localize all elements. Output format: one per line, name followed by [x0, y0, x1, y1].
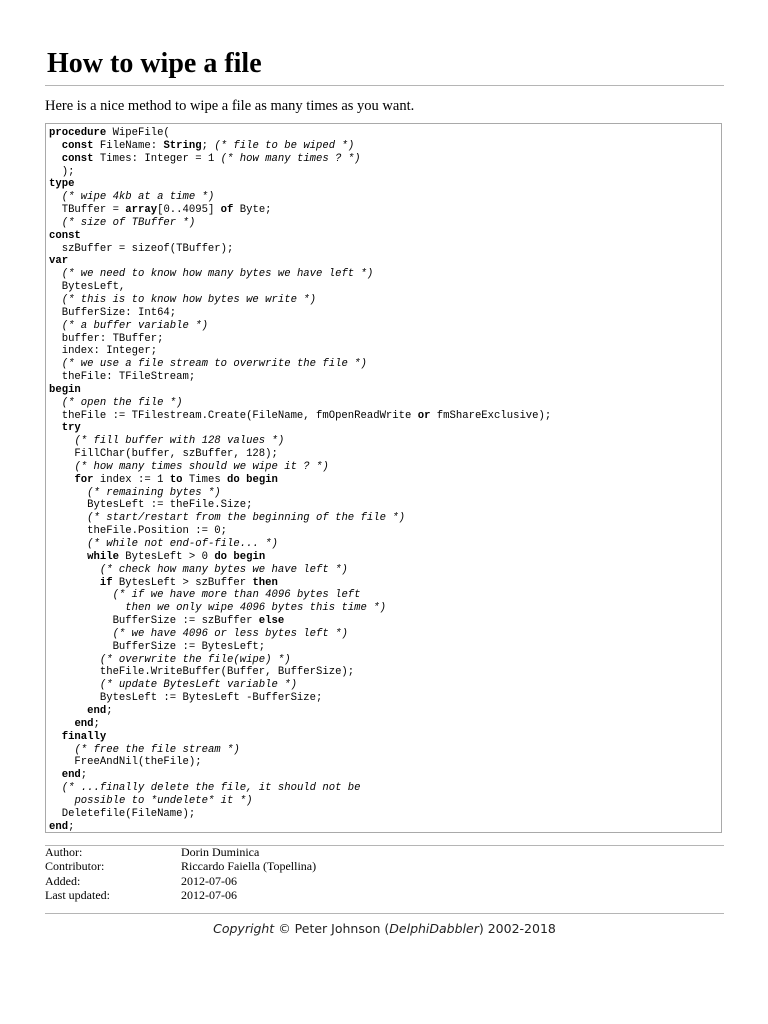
- code-line: [49, 294, 721, 307]
- code-line: [49, 371, 721, 384]
- code-line: [49, 166, 721, 179]
- code-text: ;: [68, 820, 75, 833]
- copyright-years: 2002-2018: [487, 921, 556, 936]
- code-text: [49, 564, 100, 576]
- code-comment: (* how many times should we wipe it ? *): [74, 460, 329, 473]
- code-line: [49, 397, 721, 410]
- code-line: [49, 384, 721, 397]
- code-line: [49, 307, 721, 320]
- code-text: Deletefile(FileName);: [49, 807, 196, 820]
- code-comment: then we only wipe 4096 bytes this time *): [125, 602, 386, 615]
- code-comment: (* update BytesLeft variable *): [99, 679, 297, 692]
- code-comment: possible to *undelete* it *): [74, 794, 253, 807]
- code-text: [49, 795, 74, 807]
- code-line: [49, 461, 721, 474]
- meta-row: [45, 859, 316, 873]
- code-comment: (* we have 4096 or less bytes left *): [112, 627, 348, 640]
- code-text: theFile.WriteBuffer(Buffer, BufferSize);: [49, 666, 355, 679]
- meta-label: Last updated:: [45, 887, 110, 902]
- code-text: Byte;: [233, 204, 272, 217]
- code-comment: (* this is to know how bytes we write *): [61, 293, 317, 306]
- code-text: BufferSize := BytesLeft;: [49, 640, 266, 653]
- code-keyword: of: [220, 204, 234, 217]
- code-comment: (* if we have more than 4096 bytes left: [112, 589, 361, 602]
- code-text: [49, 435, 74, 447]
- code-keyword: const: [49, 229, 81, 242]
- copyright-owner: Peter Johnson: [294, 921, 381, 936]
- code-keyword: const: [61, 139, 94, 152]
- code-text: szBuffer = sizeof(TBuffer);: [49, 242, 234, 255]
- code-comment: (* we use a file stream to overwrite the file *): [61, 358, 367, 371]
- code-line: [49, 731, 721, 744]
- code-text: [49, 744, 74, 756]
- code-line: [49, 654, 721, 667]
- code-text: index: Integer;: [49, 345, 158, 358]
- code-comment: (* free the file stream *): [74, 743, 240, 756]
- code-line: [49, 217, 721, 230]
- code-line: [49, 487, 721, 500]
- code-line: [49, 795, 721, 808]
- code-keyword: const: [61, 152, 94, 165]
- code-keyword: finally: [61, 730, 107, 743]
- code-text: [49, 320, 62, 332]
- code-text: [49, 731, 62, 743]
- code-text: [49, 628, 113, 640]
- code-text: index := 1: [93, 473, 170, 486]
- code-text: BytesLeft := BytesLeft -BufferSize;: [49, 692, 323, 705]
- code-text: FillChar(buffer, szBuffer, 128);: [49, 448, 278, 461]
- code-keyword: for: [74, 473, 94, 486]
- code-line: [49, 589, 721, 602]
- code-line: [49, 564, 721, 577]
- code-line: [49, 525, 721, 538]
- code-line: [49, 410, 721, 423]
- code-text: [49, 577, 100, 589]
- code-line: [49, 679, 721, 692]
- code-line: [49, 474, 721, 487]
- code-text: [49, 397, 62, 409]
- code-keyword: end: [74, 717, 94, 730]
- code-line: [49, 320, 721, 333]
- code-text: [49, 217, 62, 229]
- code-line: [49, 615, 721, 628]
- code-line: [49, 744, 721, 757]
- code-line: [49, 821, 721, 833]
- code-text: BytesLeft := theFile.Size;: [49, 499, 253, 512]
- meta-row: [45, 845, 316, 859]
- copyright-site: DelphiDabbler: [389, 921, 479, 936]
- code-keyword: end: [49, 820, 69, 833]
- meta-row: [45, 888, 316, 902]
- code-line: [49, 577, 721, 590]
- code-keyword: if: [99, 576, 113, 589]
- code-comment: (* open the file *): [61, 396, 183, 409]
- copyright-word: Copyright: [213, 921, 275, 936]
- code-line: [49, 230, 721, 243]
- code-line: [49, 448, 721, 461]
- code-text: theFile: TFileStream;: [49, 371, 196, 384]
- code-comment: (* start/restart from the beginning of the file *): [87, 512, 406, 525]
- code-comment: (* how many times ? *): [220, 152, 361, 165]
- code-text: [49, 474, 74, 486]
- code-keyword: type: [49, 178, 75, 191]
- code-text: [49, 268, 62, 280]
- code-text: ;: [80, 769, 88, 782]
- intro-text: Here is a nice method to wipe a file as many times as you want.: [45, 98, 415, 114]
- code-text: fmShareExclusive);: [430, 409, 552, 422]
- code-text: [49, 461, 74, 473]
- code-text: TBuffer =: [49, 204, 126, 217]
- code-text: WipeFile(: [106, 127, 170, 139]
- code-line: [49, 551, 721, 564]
- footer: Copyright © Peter Johnson (DelphiDabbler) 2002-2018: [213, 921, 556, 936]
- code-comment: (* while not end-of-file... *): [87, 538, 278, 550]
- meta-value: Dorin Duminica: [181, 845, 260, 859]
- code-text: ;: [201, 139, 215, 152]
- code-text: FileName:: [93, 139, 164, 152]
- code-text: ;: [106, 704, 113, 717]
- code-line: [49, 345, 721, 358]
- code-line: [49, 140, 721, 153]
- code-text: theFile := TFilestream.Create(FileName, fmOpenReadWrite: [49, 409, 418, 422]
- code-keyword: array: [125, 204, 158, 217]
- code-text: [49, 782, 62, 794]
- code-line: [49, 333, 721, 346]
- code-line: [49, 281, 721, 294]
- code-line: [49, 499, 721, 512]
- code-line: [49, 782, 721, 795]
- code-keyword: else: [258, 615, 285, 628]
- code-text: BytesLeft,: [49, 281, 126, 294]
- code-keyword: procedure: [49, 127, 107, 139]
- code-text: [49, 358, 62, 370]
- code-line: [49, 666, 721, 679]
- code-line: [49, 628, 721, 641]
- code-text: [49, 589, 113, 601]
- code-text: BytesLeft > szBuffer: [112, 576, 253, 589]
- meta-label: Added:: [45, 873, 81, 888]
- code-keyword: or: [417, 409, 431, 422]
- code-line: [49, 602, 721, 615]
- title-divider: [45, 85, 724, 86]
- code-text: [49, 153, 62, 165]
- code-keyword: then: [252, 576, 278, 589]
- code-text: FreeAndNil(theFile);: [49, 756, 202, 769]
- code-text: BufferSize: Int64;: [49, 306, 177, 319]
- code-line: [49, 692, 721, 705]
- code-text: theFile.Position := 0;: [49, 525, 228, 538]
- code-text: [49, 487, 87, 499]
- code-comment: (* wipe 4kb at a time *): [61, 191, 215, 204]
- code-comment: (* remaining bytes *): [87, 486, 221, 499]
- code-text: [49, 654, 100, 666]
- code-keyword: end: [61, 769, 81, 782]
- meta-row: [45, 874, 316, 888]
- code-text: [49, 140, 62, 152]
- code-keyword: end: [87, 704, 107, 717]
- meta-value: 2012-07-06: [181, 887, 237, 902]
- code-text: [0..4095]: [157, 204, 221, 217]
- code-comment: (* check how many bytes we have left *): [99, 563, 348, 576]
- code-text: ;: [93, 717, 100, 730]
- code-text: [49, 602, 125, 614]
- page-title: How to wipe a file: [47, 48, 262, 79]
- code-line: [49, 512, 721, 525]
- code-line: [49, 178, 721, 191]
- meta-table: [45, 845, 316, 902]
- code-text: [49, 551, 87, 563]
- code-text: );: [49, 165, 75, 178]
- code-line: [49, 358, 721, 371]
- code-line: [49, 808, 721, 821]
- code-comment: (* we need to know how many bytes we have left *): [61, 268, 374, 281]
- code-text: Times: [182, 473, 228, 486]
- code-line: [49, 435, 721, 448]
- code-line: [49, 718, 721, 731]
- code-comment: (* a buffer variable *): [61, 319, 208, 332]
- code-line: [49, 422, 721, 435]
- code-keyword: var: [49, 255, 69, 268]
- code-text: buffer: TBuffer;: [49, 332, 164, 345]
- code-text: [49, 294, 62, 306]
- code-line: [49, 127, 721, 140]
- code-text: [49, 422, 62, 434]
- code-line: [49, 705, 721, 718]
- code-line: [49, 769, 721, 782]
- code-keyword: do begin: [227, 473, 278, 486]
- code-text: [49, 718, 74, 730]
- meta-label: Author:: [45, 845, 83, 859]
- code-text: [49, 679, 100, 691]
- code-line: [49, 243, 721, 256]
- code-keyword: begin: [49, 383, 81, 396]
- code-comment: (* ...finally delete the file, it should not be: [61, 782, 361, 795]
- meta-value: 2012-07-06: [181, 873, 237, 888]
- code-text: [49, 705, 87, 717]
- meta-label: Contributor:: [45, 859, 105, 874]
- code-comment: (* overwrite the file(wipe) *): [99, 653, 291, 666]
- code-text: BufferSize := szBuffer: [49, 615, 259, 628]
- code-line: [49, 153, 721, 166]
- code-text: [49, 769, 62, 781]
- code-line: [49, 641, 721, 654]
- code-comment: (* size of TBuffer *): [61, 216, 196, 229]
- code-line: [49, 756, 721, 769]
- code-line: [49, 191, 721, 204]
- footer-divider: [45, 913, 724, 914]
- code-line: [49, 204, 721, 217]
- code-text: [49, 538, 87, 550]
- code-line: [49, 538, 721, 551]
- code-text: Times: Integer = 1: [93, 152, 221, 165]
- code-keyword: while: [87, 550, 119, 563]
- code-block: [45, 123, 722, 833]
- code-comment: (* fill buffer with 128 values *): [74, 435, 285, 448]
- code-line: [49, 255, 721, 268]
- code-comment: (* file to be wiped *): [214, 139, 355, 152]
- code-text: BytesLeft > 0: [118, 550, 215, 563]
- code-line: [49, 268, 721, 281]
- code-text: [49, 512, 87, 524]
- code-keyword: do begin: [214, 550, 266, 563]
- code-keyword: to: [169, 473, 183, 486]
- code-text: [49, 191, 62, 203]
- code-keyword: String: [163, 139, 202, 152]
- code-keyword: try: [61, 422, 81, 435]
- copyright-symbol: ©: [278, 921, 291, 936]
- meta-value: Riccardo Faiella (Topellina): [181, 859, 317, 874]
